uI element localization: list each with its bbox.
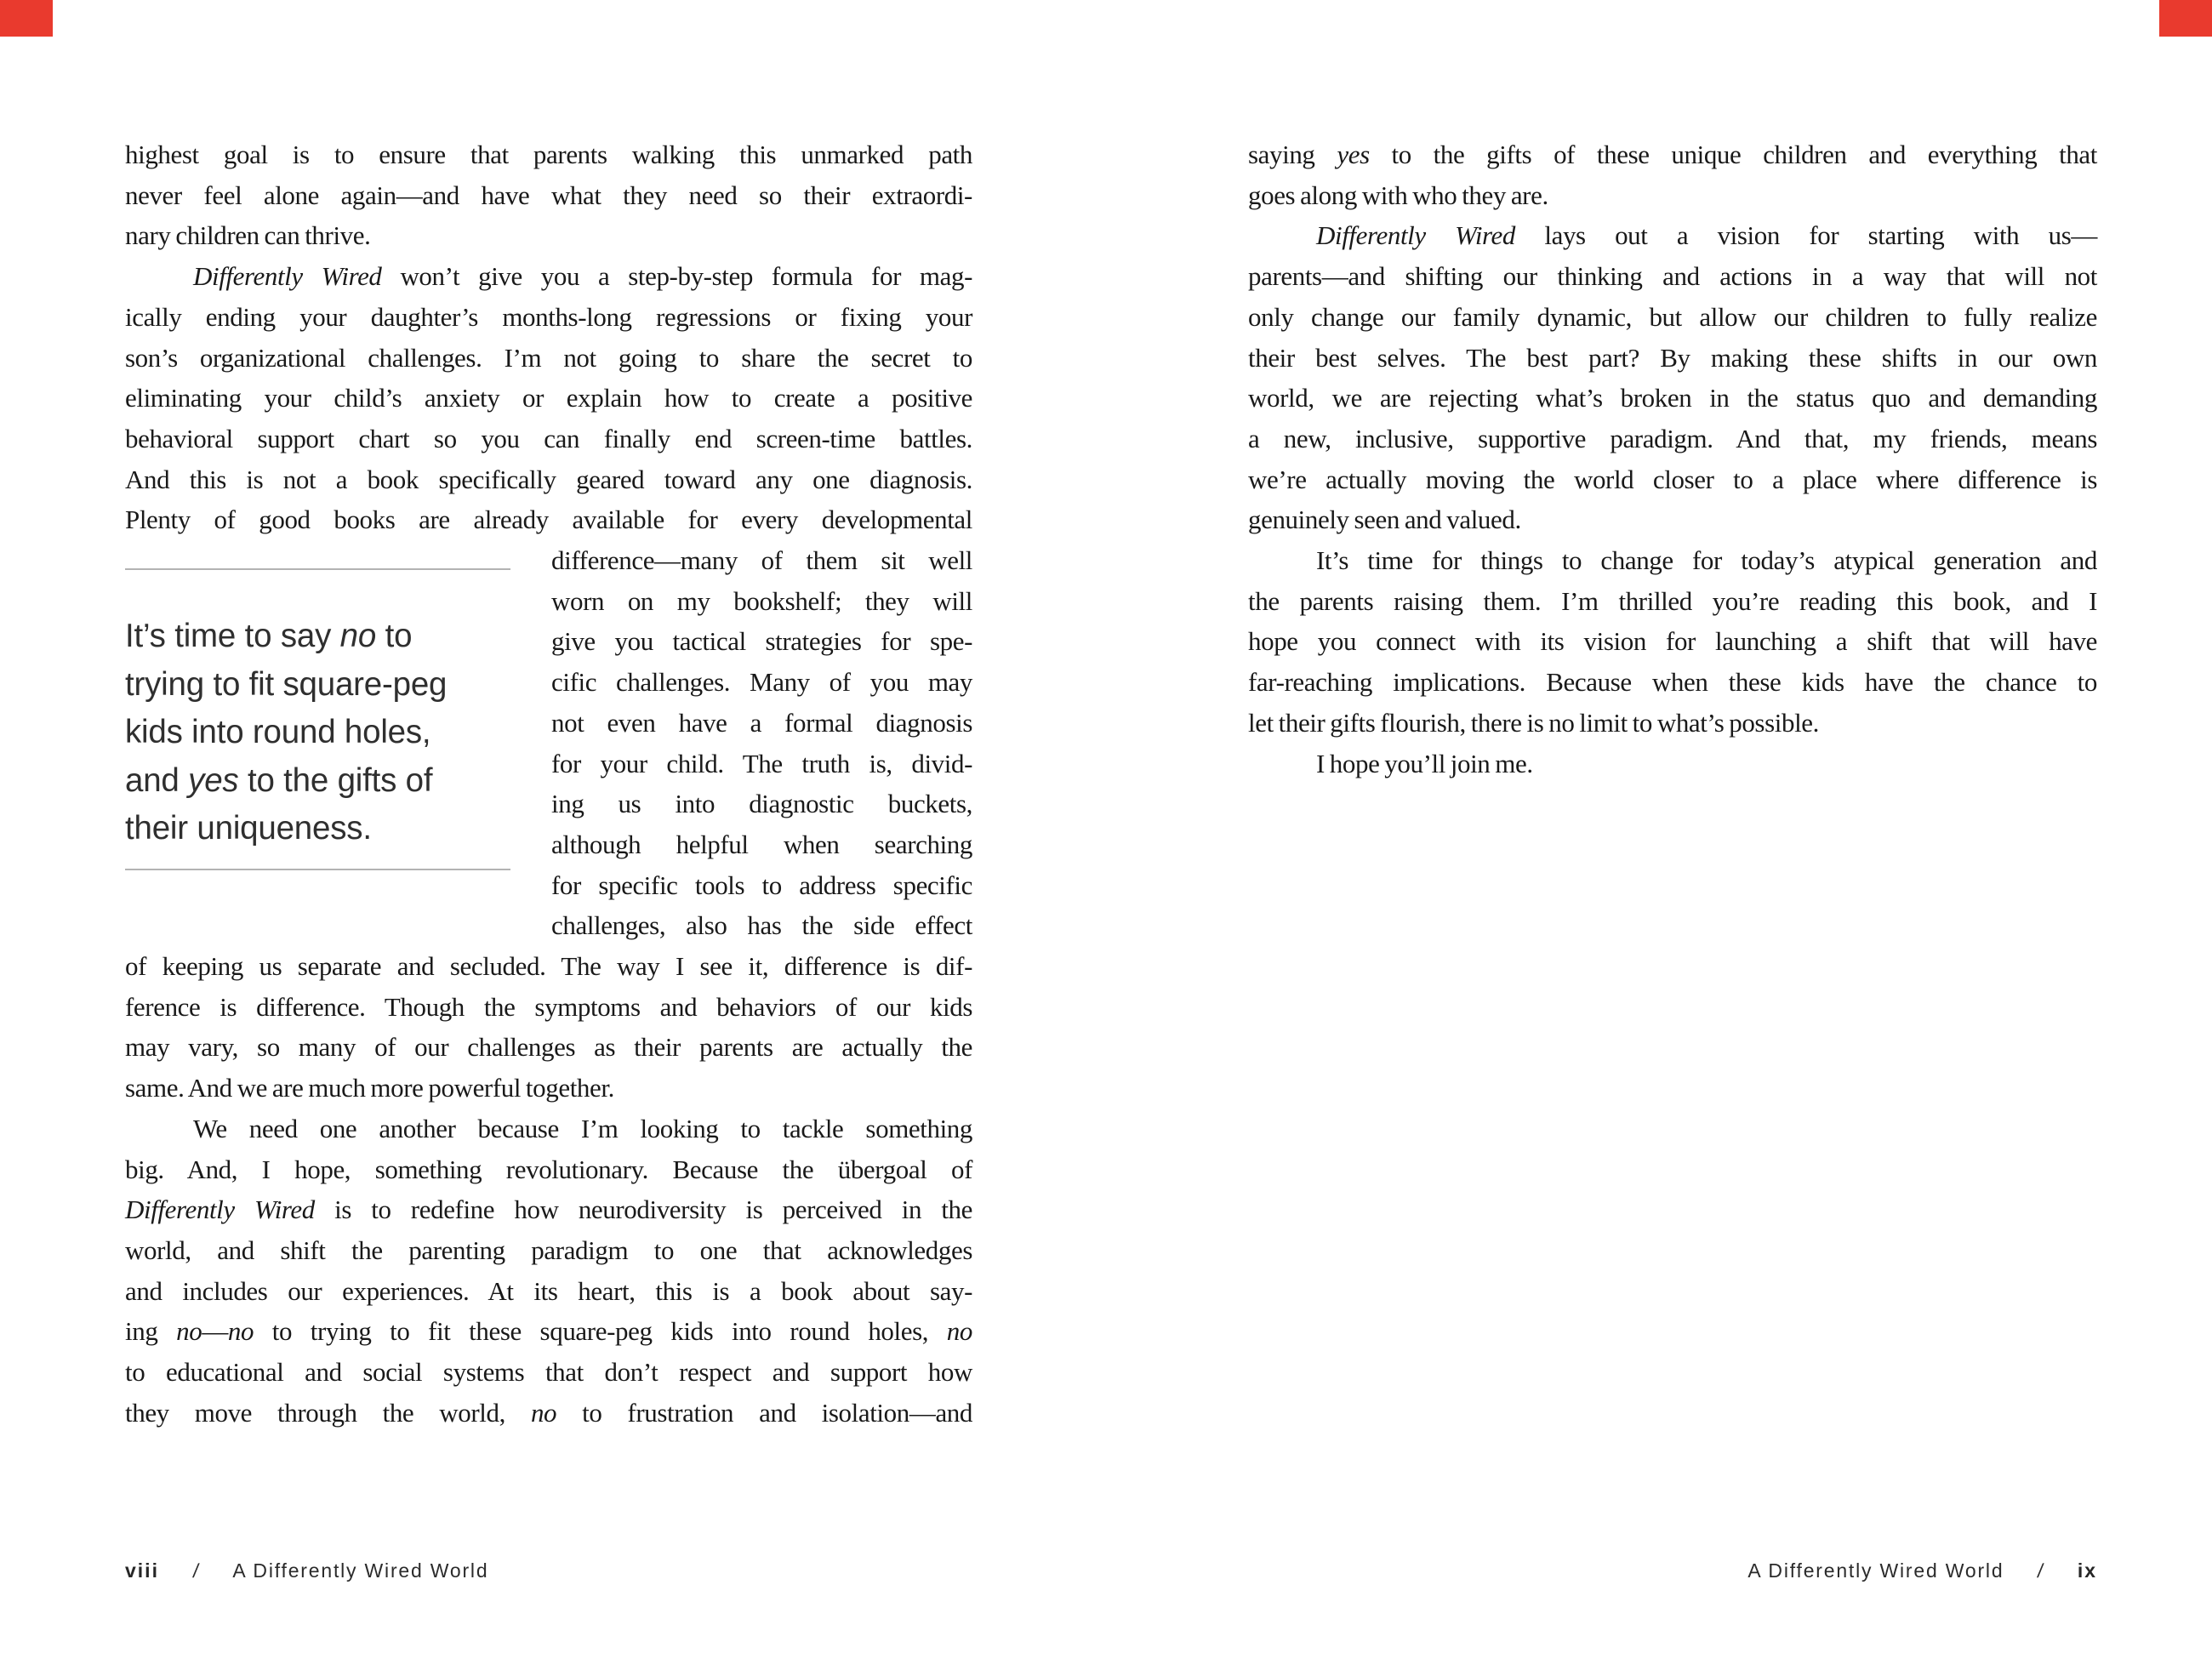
pull-quote-text [125, 613, 512, 853]
text-line: only change our family dynamic, but allow our children to fully realize [1248, 301, 2097, 332]
text-line: saying yes to the gifts of these unique children and everything that [1248, 140, 2098, 169]
text-line: ference is difference. Though the symptoms and behaviors of our kids [125, 991, 972, 1022]
text-line: worn on my bookshelf; they will [551, 585, 972, 616]
footer-slash-separator: / [191, 1559, 201, 1582]
running-book-title: A Differently Wired World [232, 1559, 489, 1582]
text-line: parents—and shifting our thinking and actions in a way that will not [1248, 261, 2097, 292]
italic-text: Differently Wired [125, 1194, 315, 1225]
text-line: ically ending your daughter’s months-long regressions or fixing your [125, 301, 972, 332]
italic-text: Differently Wired [1316, 220, 1516, 251]
italic-text: yes [1337, 140, 1370, 169]
text-line: give you tactical strategies for spe- [551, 626, 972, 657]
text-line: behavioral support chart so you can finally end screen-time battles. [125, 423, 972, 453]
paragraph [1248, 134, 2097, 215]
text-line: hope you connect with its vision for launching a shift that will have [1248, 626, 2097, 657]
text-line: world, we are rejecting what’s broken in the status quo and demanding [1248, 383, 2097, 413]
paragraph [1248, 215, 2097, 540]
text-line: Differently Wired won’t give you a step-by-step formula for mag- [193, 261, 972, 292]
running-book-title: A Differently Wired World [1747, 1559, 2004, 1582]
text-line: challenges, also has the side effect [551, 910, 972, 941]
page-number: viii [125, 1559, 159, 1582]
paragraph [125, 946, 972, 1109]
paragraph [125, 134, 972, 256]
italic-text: no [339, 618, 377, 655]
text-line: their uniqueness. [125, 810, 372, 847]
text-line: for specific tools to address specific [551, 869, 972, 900]
italic-text: no [946, 1316, 972, 1347]
text-line: world, and shift the parenting paradigm to one that acknowledges [125, 1234, 972, 1265]
text-line: trying to fit square-peg [125, 665, 448, 703]
text-line: although helpful when searching [551, 829, 972, 859]
italic-text: no [176, 1316, 202, 1347]
text-line: It’s time for things to change for today’s atypical generation and [1316, 545, 2097, 576]
text-line: of keeping us separate and secluded. The way I see it, difference is dif- [125, 951, 972, 982]
text-line: let their gifts flourish, there is no limit to what’s possible. [1248, 707, 1819, 738]
text-line: ing no—no to trying to fit these square-peg kids into round holes, no [125, 1316, 972, 1347]
text-line: for your child. The truth is, divid- [551, 748, 972, 778]
text-line: ing us into diagnostic buckets, [551, 789, 972, 819]
text-line: the parents raising them. I’m thrilled you’re reading this book, and I [1248, 585, 2097, 616]
text-line: and yes to the gifts of [125, 761, 433, 799]
text-line: same. And we are much more powerful together. [125, 1073, 614, 1103]
italic-text: no [227, 1316, 254, 1347]
italic-text: yes [188, 761, 239, 799]
italic-text: no [530, 1397, 557, 1428]
text-line: difference—many of them sit well [551, 545, 972, 576]
left-page-text-block [125, 134, 972, 1434]
red-corner-mark-left [0, 0, 53, 37]
text-line: we’re actually moving the world closer to a place where difference is [1248, 464, 2097, 494]
paragraph [125, 256, 972, 540]
text-line: a new, inclusive, supportive paradigm. And that, my friends, means [1248, 423, 2097, 453]
paragraph [1248, 744, 2097, 784]
footer-slash-separator: / [2036, 1559, 2045, 1582]
pull-quote-top-rule [125, 568, 510, 570]
text-line: may vary, so many of our challenges as their parents are actually the [125, 1032, 972, 1063]
paragraph [1248, 540, 2097, 744]
text-line: big. And, I hope, something revolutionary. Because the übergoal of [125, 1154, 972, 1184]
pull-quote [125, 540, 551, 946]
text-line: kids into round holes, [125, 714, 431, 751]
red-corner-mark-right [2159, 0, 2212, 37]
text-line: It’s time to say no to [125, 618, 413, 655]
pull-quote-bottom-rule [125, 869, 510, 870]
text-line: Differently Wired lays out a vision for starting with us— [1316, 220, 2098, 251]
text-line: And this is not a book specifically geared toward any one diagnosis. [125, 464, 972, 494]
text-line: their best selves. The best part? By making these shifts in our own [1248, 342, 2097, 373]
text-line: not even have a formal diagnosis [551, 707, 972, 738]
right-page-text-block [1248, 134, 2097, 784]
right-page-footer [1747, 1559, 2097, 1582]
paragraph [125, 1109, 972, 1434]
text-line: nary children can thrive. [125, 220, 371, 251]
text-line: Differently Wired is to redefine how neurodiversity is perceived in the [125, 1194, 972, 1225]
text-line: they move through the world, no to frustration and isolation—and [125, 1397, 972, 1428]
text-line: and includes our experiences. At its heart, this is a book about say- [125, 1275, 972, 1306]
text-line: to educational and social systems that don’t respect and support how [125, 1357, 972, 1388]
text-line: eliminating your child’s anxiety or explain how to create a positive [125, 383, 972, 413]
text-line: son’s organizational challenges. I’m not going to share the secret to [125, 342, 972, 373]
text-line: never feel alone again—and have what they need so their extraordi- [125, 180, 972, 210]
page-number: ix [2077, 1559, 2097, 1582]
text-line: goes along with who they are. [1248, 180, 1548, 210]
text-line: I hope you’ll join me. [1316, 748, 1533, 778]
text-line: Plenty of good books are already available for every developmental [125, 505, 972, 535]
italic-text: Differently Wired [193, 261, 382, 292]
text-line: cific challenges. Many of you may [551, 667, 972, 698]
text-line: genuinely seen and valued. [1248, 505, 1521, 535]
text-line: We need one another because I’m looking to tackle something [193, 1113, 972, 1143]
text-line: highest goal is to ensure that parents walking this unmarked path [125, 140, 972, 169]
left-page-footer [125, 1559, 488, 1582]
text-line: far-reaching implications. Because when these kids have the chance to [1248, 667, 2097, 698]
